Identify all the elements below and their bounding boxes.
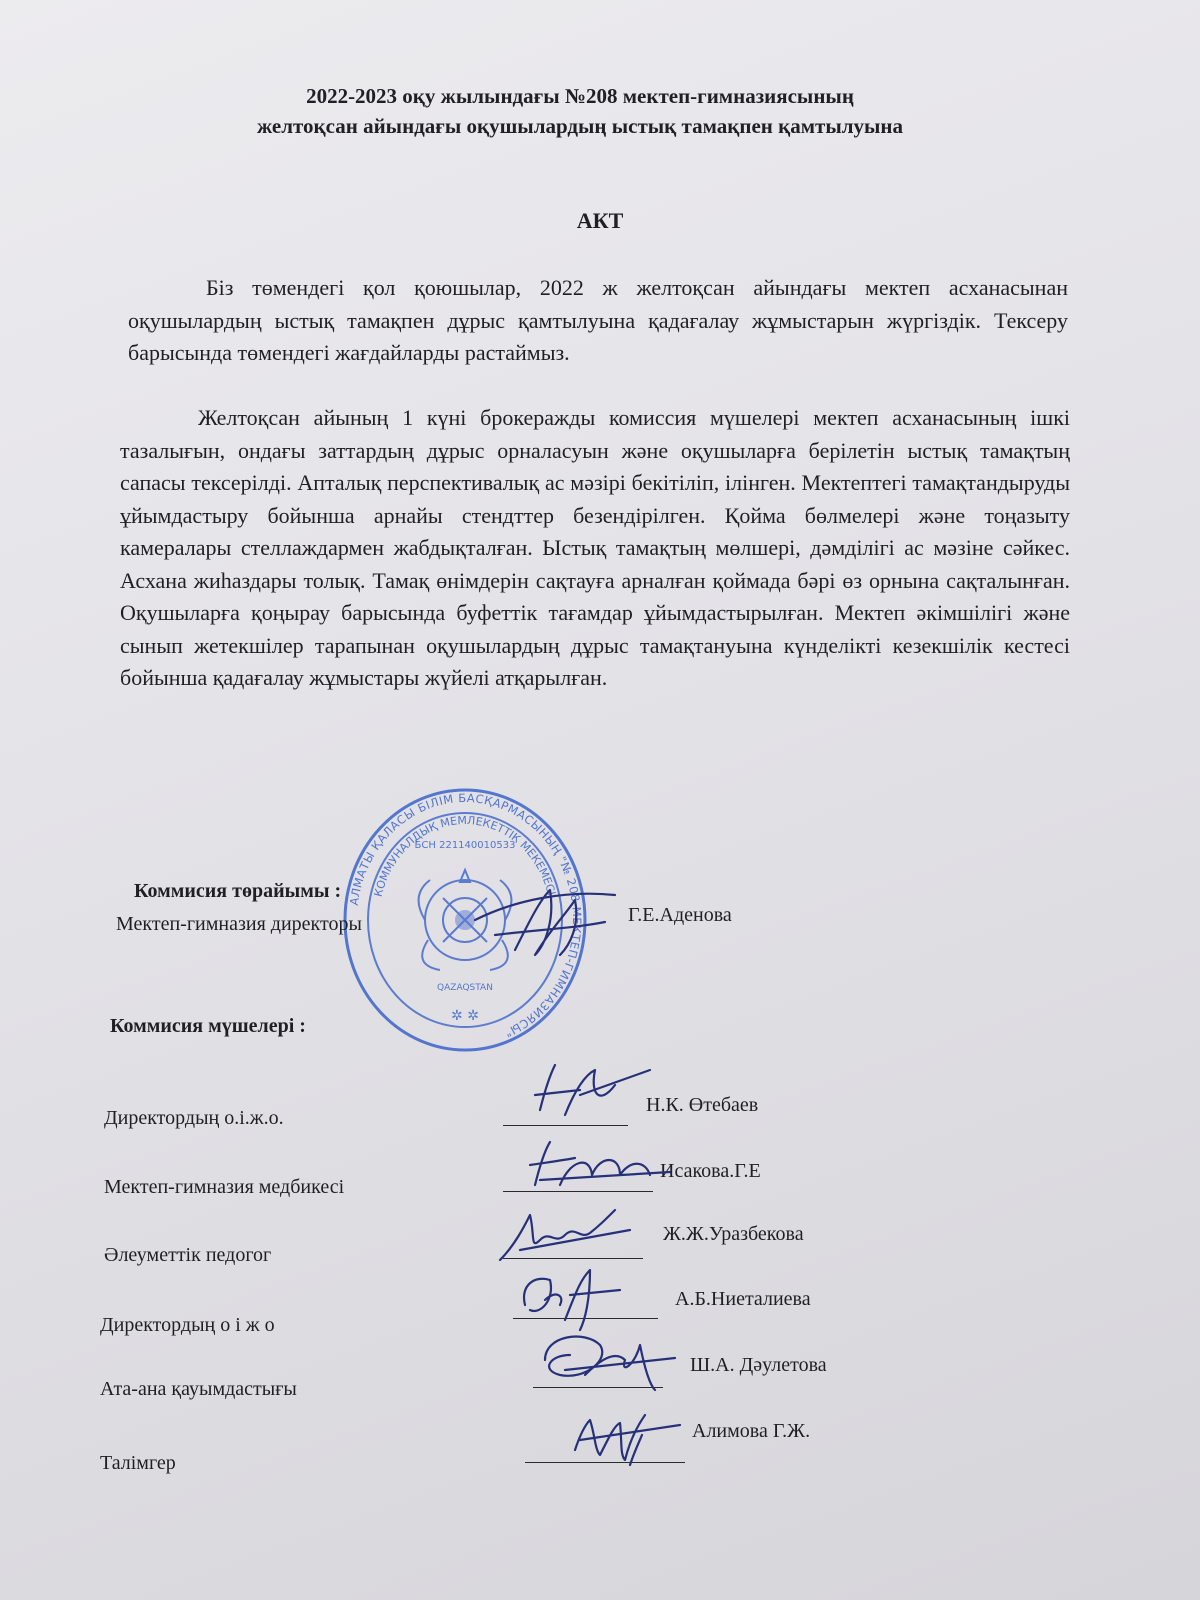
stamp-outer-text: АЛМАТЫ ҚАЛАСЫ БІЛІМ БАСҚАРМАСЫНЫҢ "№ 208 МЕКТЕП-ГИМНАЗИЯСЫ" bbox=[346, 790, 585, 1041]
member-name: Н.К. Өтебаев bbox=[646, 1094, 759, 1116]
body-paragraph-1 bbox=[128, 272, 1068, 370]
chair-role: Мектеп-гимназия директоры bbox=[116, 913, 362, 935]
member-signature-icon bbox=[520, 1130, 680, 1200]
member-name: Алимова Г.Ж. bbox=[692, 1420, 811, 1442]
stamp-star-icon: ✲ ✲ bbox=[451, 1008, 479, 1024]
paragraph-1-text: Біз төмендегі қол қоюшылар, 2022 ж желтоқсан айындағы мектеп асханасынан оқушылардың ыстық тамақпен дұрыс қамтылуына қадағалау жұмыстарын жүргіздік. Тексеру барысында төмендегі жағдайларды растаймыз. bbox=[128, 275, 1068, 365]
member-name: А.Б.Ниеталиева bbox=[675, 1288, 811, 1310]
title-line-2: желтоқсан айындағы оқушылардың ыстық тамақпен қамтылуына bbox=[256, 114, 904, 138]
member-role: Мектеп-гимназия медбикесі bbox=[104, 1176, 345, 1198]
member-name: Ш.А. Дәулетова bbox=[690, 1354, 827, 1376]
chair-name: Г.Е.Аденова bbox=[628, 904, 732, 926]
member-role: Талімгер bbox=[100, 1452, 176, 1474]
member-role: Директордың о.і.ж.о. bbox=[104, 1107, 284, 1129]
member-role: Әлеуметтік педогог bbox=[104, 1244, 272, 1266]
stamp-inner-text: КОММУНАЛДЫҚ МЕМЛЕКЕТТІК МЕКЕМЕСІ bbox=[371, 813, 558, 899]
stamp-country: QAZAQSTAN bbox=[437, 983, 493, 993]
chair-signature-icon bbox=[455, 860, 625, 970]
member-signature-icon bbox=[560, 1395, 710, 1480]
document-type: АКТ bbox=[576, 208, 624, 233]
member-signature-icon bbox=[525, 1320, 695, 1400]
members-heading: Коммисия мүшелері : bbox=[110, 1015, 306, 1037]
title-line-1: 2022-2023 оқу жылындағы №208 мектеп-гимназиясының bbox=[306, 84, 854, 108]
member-role: Ата-ана қауымдастығы bbox=[100, 1378, 297, 1400]
body-paragraph-2 bbox=[120, 402, 1070, 695]
paragraph-2-text: Желтоқсан айының 1 күні брокеражды комиссия мүшелері мектеп асханасының ішкі тазалығын, ондағы заттардың дұрыс орналасуын және оқушыларға берілетін ыстық тамақтың сапасы тексерілді. Апталық перспективалық ас мәзірі бекітіліп, ілінген. Мектептегі тамақтандыруды ұйымдастыру бойынша арнайы стендттер безендірілген. Қойма бөлмелері және тоңазыту камералары стеллаждармен жабдықталған. Ыстық тамақтың мөлшері, дәмділігі ас мәзіне сәйкес. Асхана жиһаздары толық. Тамақ өнімдерін сақтауға арналған қоймада бәрі өз орнына сақталынған. Оқушыларға қоңырау барысында буфеттік тағамдар ұйымдастырылған. Мектеп әкімшілігі және сынып жетекшілер тарапынан оқушылардың дұрыс тамақтануына күнделікті кезекшілік кестесі бойынша қадағалау жұмыстары жүйелі атқарылған. bbox=[120, 405, 1070, 690]
chair-heading: Коммисия төрайымы : bbox=[134, 880, 342, 902]
member-name: Исакова.Г.Е bbox=[660, 1160, 761, 1182]
member-signature-icon bbox=[520, 1050, 660, 1130]
member-name: Ж.Ж.Уразбекова bbox=[663, 1223, 804, 1245]
stamp-bin: БСН 221140010533 bbox=[414, 840, 516, 851]
member-role: Директордың о і ж о bbox=[100, 1314, 275, 1336]
